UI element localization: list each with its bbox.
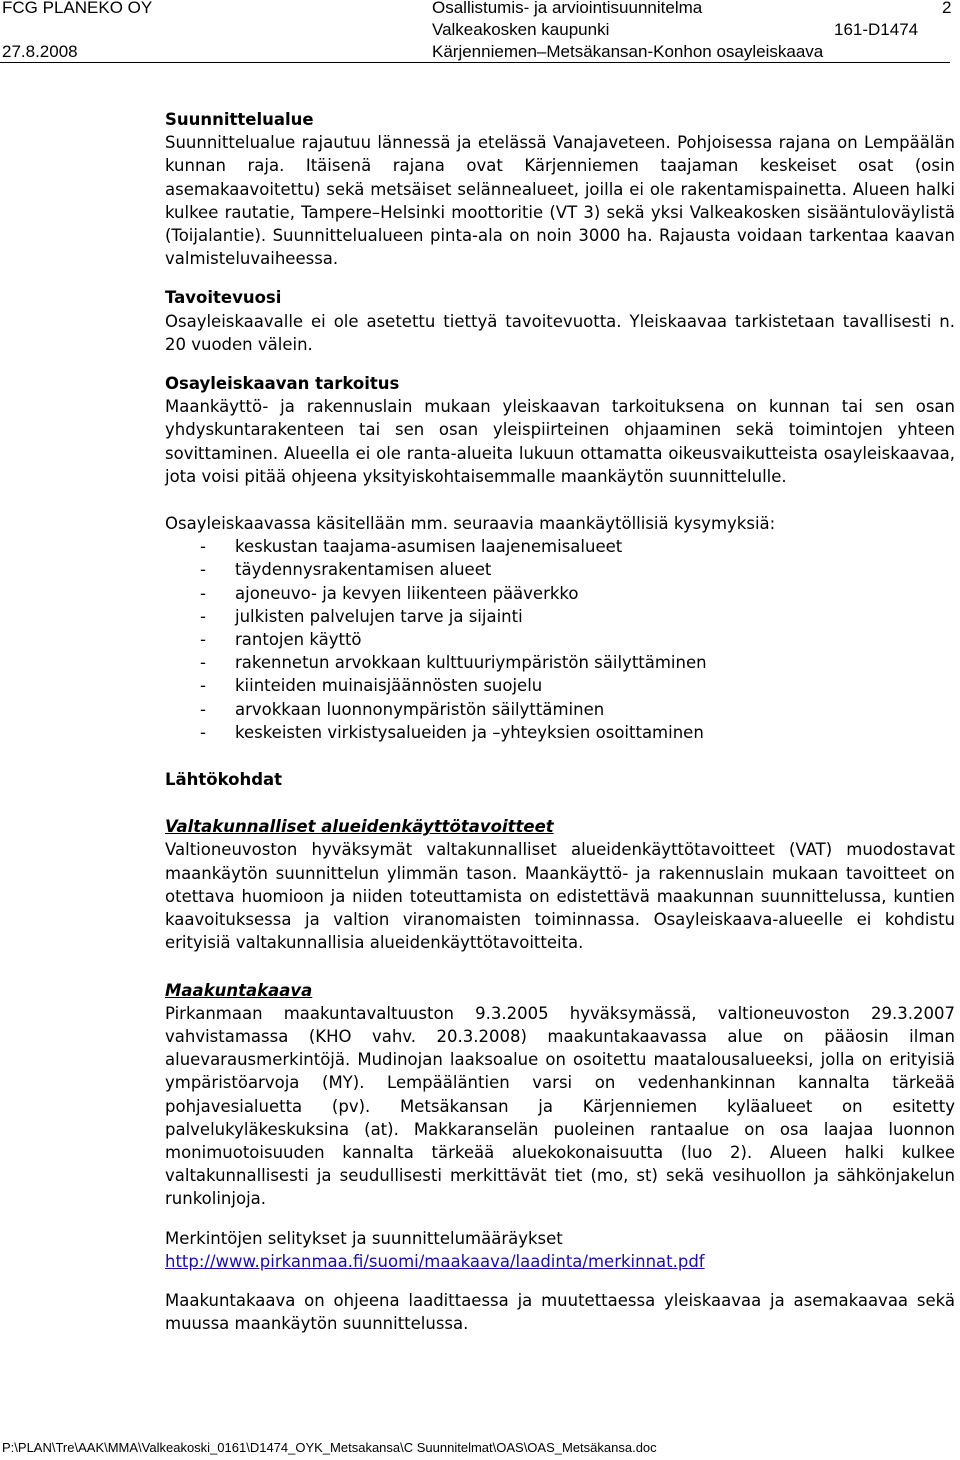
heading-tavoitevuosi: Tavoitevuosi — [165, 288, 282, 308]
legend-link[interactable]: http://www.pirkanmaa.fi/suomi/maakaava/laadinta/merkinnat.pdf — [165, 1251, 705, 1271]
paragraph-suunnittelualue: Suunnittelualue rajautuu lännessä ja etelässä Vanajaveteen. Pohjoisessa rajana on Lempäälän kunnan raja. Itäisenä rajana ovat Kärjenniemen taajaman keskeiset osat (osin asemakaavoitettu) sekä metsäiset selännealueet, joilla ei ole rakentamispainetta. Alueen halki kulkee rautatie, Tampere–Helsinki moottoritie (VT 3) sekä yksi Valkeakosken sisääntuloväylistä (Toijalantie). Suunnittelualueen pinta-ala on noin 3000 ha. Rajausta voidaan tarkentaa kaavan valmisteluvaiheessa. — [165, 133, 955, 269]
list-intro: Osayleiskaavassa käsitellään mm. seuraavia maankäytöllisiä kysymyksiä: — [165, 514, 776, 534]
document-body — [165, 108, 955, 1335]
header-divider — [0, 62, 950, 63]
legend-label: Merkintöjen selitykset ja suunnittelumääräykset — [165, 1228, 563, 1248]
plan-name: Kärjenniemen–Metsäkansan-Konhon osayleiskaava — [432, 42, 824, 61]
heading-tarkoitus: Osayleiskaavan tarkoitus — [165, 374, 400, 394]
project-code: 161-D1474 — [834, 20, 919, 39]
list-item: - arvokkaan luonnonympäristön säilyttäminen — [235, 698, 955, 721]
page-header — [0, 0, 960, 64]
list-item: - kiinteiden muinaisjäännösten suojelu — [235, 674, 955, 697]
file-path-footer: P:\PLAN\Tre\AAK\MMA\Valkeakoski_0161\D1474_OYK_Metsakansa\C Suunnitelmat\OAS\OAS_Metsäkansa.doc — [2, 1440, 657, 1455]
page-number: 2 — [942, 0, 952, 17]
heading-vat: Valtakunnalliset alueidenkäyttötavoitteet — [165, 817, 554, 837]
list-item: - ajoneuvo- ja kevyen liikenteen pääverkko — [235, 582, 955, 605]
paragraph-tarkoitus: Maankäyttö- ja rakennuslain mukaan yleiskaavan tarkoituksena on kunnan tai sen osan yhdyskuntarakenteen tai sen osan yleispiirteinen ohjaaminen sekä toimintojen yhteen sovittaminen. Alueella ei ole ranta-alueita lukuun ottamatta oikeusvaikutteista osayleiskaavaa, jota voisi pitää ohjeena yksityiskohtaisemmalle maankäytön suunnittelulle. — [165, 397, 955, 486]
paragraph-closing: Maakuntakaava on ohjeena laadittaessa ja muutettaessa yleiskaavaa ja asemakaavaa sekä muussa maankäytön suunnittelussa. — [165, 1290, 955, 1334]
client-name: Valkeakosken kaupunki — [432, 20, 610, 39]
list-item: - rantojen käyttö — [235, 628, 955, 651]
heading-lahtokohdat: Lähtökohdat — [165, 770, 283, 790]
list-item: - rakennetun arvokkaan kulttuuriympäristön säilyttäminen — [235, 651, 955, 674]
company-name: FCG PLANEKO OY — [2, 0, 153, 17]
document-title: Osallistumis- ja arviointisuunnitelma — [432, 0, 703, 17]
paragraph-tavoitevuosi: Osayleiskaavalle ei ole asetettu tiettyä tavoitevuotta. Yleiskaavaa tarkistetaan tavallisesti n. 20 vuoden välein. — [165, 311, 955, 354]
paragraph-vat: Valtioneuvoston hyväksymät valtakunnalliset alueidenkäyttötavoitteet (VAT) muodostavat maankäytön suunnittelun ylimmän tason. Maankäyttö- ja rakennuslain mukaan tavoitteet on otettava huomioon ja niiden toteuttamista on edistettävä maakunnan suunnittelussa, kuntien kaavoituksessa ja valtion viranomaisten toiminnassa. Osayleiskaava-alueelle ei kohdistu erityisiä valtakunnallisia alueidenkäyttötavoitteita. — [165, 840, 955, 953]
paragraph-maakuntakaava: Pirkanmaan maakuntavaltuuston 9.3.2005 hyväksymässä, valtioneuvoston 29.3.2007 vahvistamassa (KHO vahv. 20.3.2008) maakuntakaavassa alue on pääosin ilman aluevarausmerkintöjä. Mudinojan laaksoalue on osoitettu maatalousalueeksi, jolla on erityisiä ympäristöarvoja (MY). Lempääläntien varsi on vedenhankinnan kannalta tärkeää pohjavesialuetta (pv). Metsäkansan ja Kärjenniemen kyläalueet on esitetty palvelukyläkeskuksina (at). Makkaranselän puoleinen rantaalue on osa laajaa luonnon monimuotoisuuden kannalta tärkeää aluekokonaisuutta (luo 2). Alueen halki kulkee valtakunnallisesti ja seudullisesti merkittävät tiet (mo, st) sekä vesihuollon ja sähkönjakelun runkolinjoja. — [165, 1003, 955, 1209]
topic-list — [165, 535, 955, 744]
heading-suunnittelualue: Suunnittelualue — [165, 110, 314, 129]
list-item: - keskeisten virkistysalueiden ja –yhteyksien osoittaminen — [235, 721, 955, 744]
list-item: - keskustan taajama-asumisen laajenemisalueet — [235, 535, 955, 558]
list-item: - täydennysrakentamisen alueet — [235, 558, 955, 581]
document-date: 27.8.2008 — [2, 42, 78, 61]
heading-maakuntakaava: Maakuntakaava — [165, 980, 313, 1000]
list-item: - julkisten palvelujen tarve ja sijainti — [235, 605, 955, 628]
